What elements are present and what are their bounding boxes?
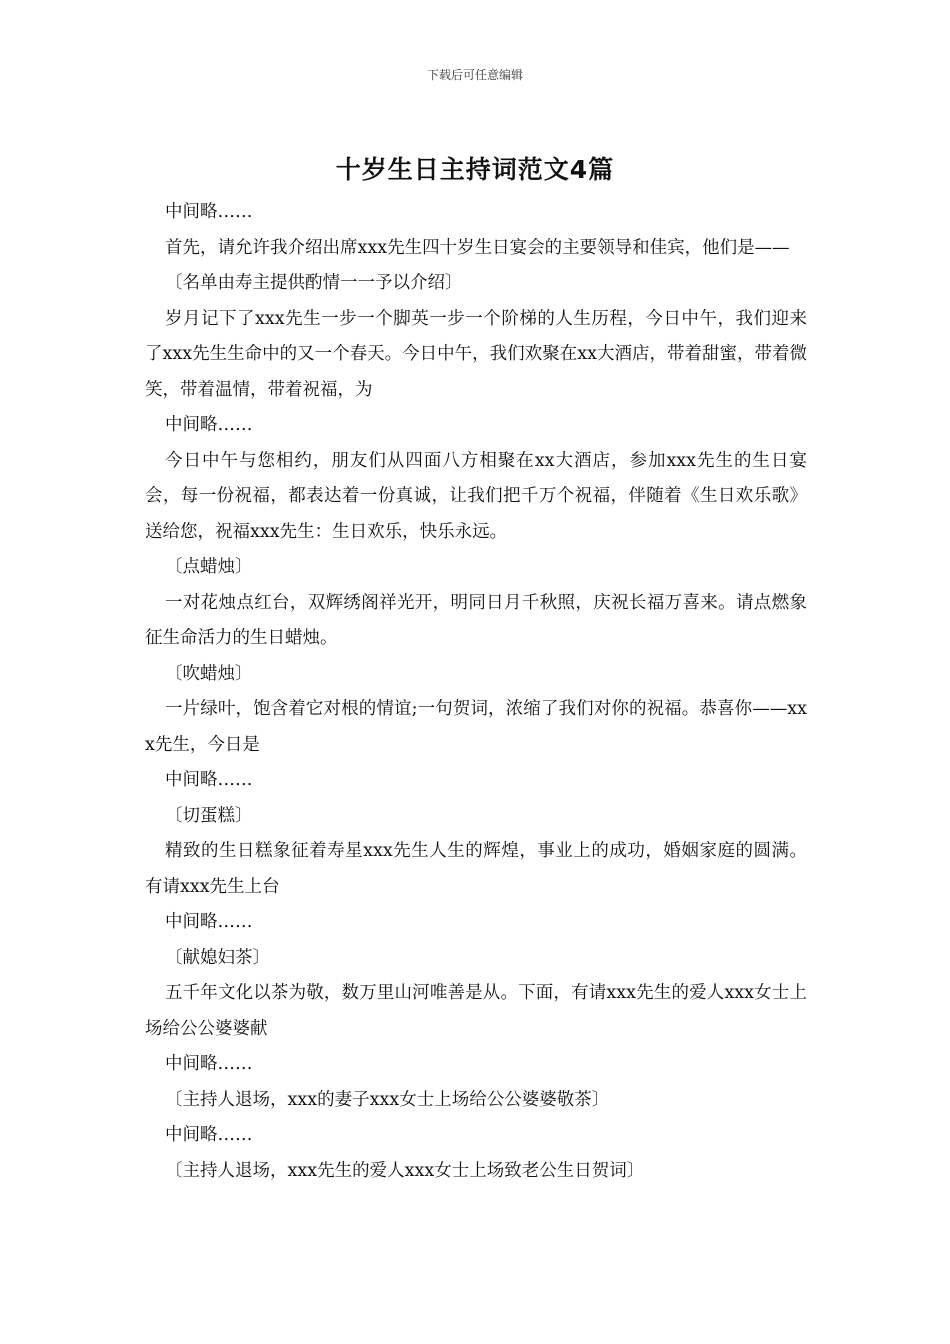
paragraph: 〔吹蜡烛〕 xyxy=(165,663,253,684)
paragraph: 中间略…… xyxy=(165,1125,253,1145)
paragraph: 岁月记下了xxx先生一步一个脚英一步一个阶梯的人生历程，今日中午，我们迎来了xxx先生生命中的又一个春天。今日中午，我们欢聚在xx大酒店，带着甜蜜，带着微笑，带着温情，带着祝福，为 xyxy=(145,308,807,400)
paragraph: 首先，请允许我介绍出席xxx先生四十岁生日宴会的主要领导和佳宾，他们是—— xyxy=(165,237,790,258)
paragraph: 〔切蛋糕〕 xyxy=(165,805,253,826)
document-title: 十岁生日主持词范文4篇 xyxy=(335,155,615,184)
paragraph: 〔献媳妇茶〕 xyxy=(165,947,270,968)
paragraph: 中间略…… xyxy=(165,912,253,932)
paragraph: 今日中午与您相约，朋友们从四面八方相聚在xx大酒店，参加xxx先生的生日宴会，每一份祝福，都表达着一份真诚，让我们把千万个祝福，伴随着《生日欢乐歌》送给您，祝福xxx先生：生日欢乐，快乐永远。 xyxy=(145,450,807,542)
paragraph: 〔点蜡烛〕 xyxy=(165,557,253,577)
paragraph: 〔主持人退场，xxx的妻子xxx女士上场给公公婆婆敬茶〕 xyxy=(165,1089,610,1110)
paragraph: 一片绿叶，饱含着它对根的情谊;一句贺词，浓缩了我们对你的祝福。恭喜你——xxx先生，今日是 xyxy=(145,699,807,755)
paragraph: 〔名单由寿主提供酌情一一予以介绍〕 xyxy=(165,273,463,293)
paragraph: 〔主持人退场，xxx先生的爱人xxx女士上场致老公生日贺词〕 xyxy=(165,1160,645,1181)
paragraph: 五千年文化以茶为敬，数万里山河唯善是从。下面，有请xxx先生的爱人xxx女士上场给公公婆婆献 xyxy=(145,983,807,1039)
paragraph: 中间略…… xyxy=(165,770,253,790)
page-header-note: 下载后可任意编辑 xyxy=(426,68,523,82)
document-body xyxy=(145,195,807,1189)
paragraph: 中间略…… xyxy=(165,1054,253,1074)
paragraph: 精致的生日糕象征着寿星xxx先生人生的辉煌，事业上的成功，婚姻家庭的圆满。有请xxx先生上台 xyxy=(145,841,807,897)
paragraph: 中间略…… xyxy=(165,415,253,435)
paragraph: 一对花烛点红台，双辉绣阁祥光开，明同日月千秋照，庆祝长福万喜来。请点燃象征生命活力的生日蜡烛。 xyxy=(145,592,807,648)
paragraph: 中间略…… xyxy=(165,202,253,222)
